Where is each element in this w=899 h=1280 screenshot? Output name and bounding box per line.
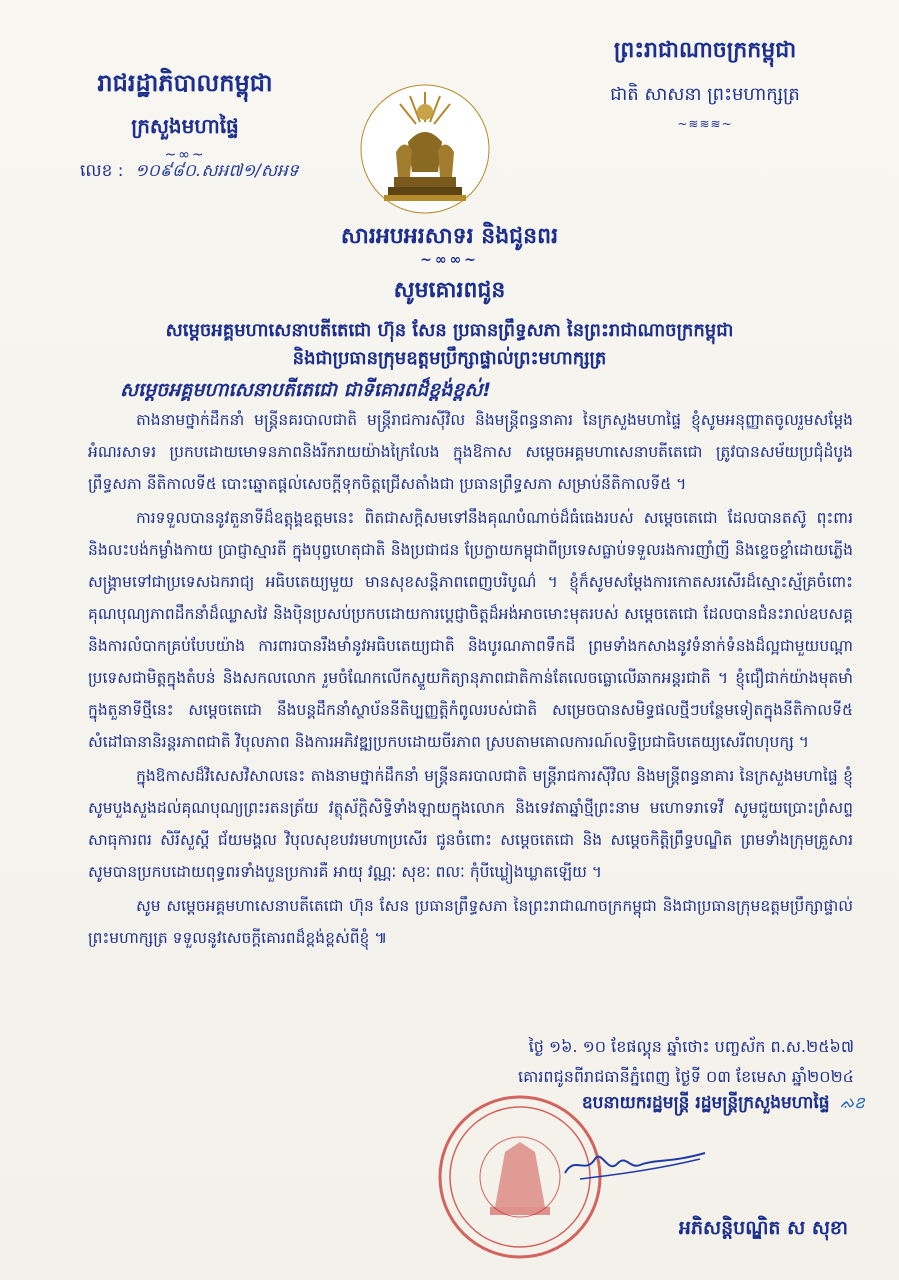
kingdom-header xyxy=(575,36,835,131)
signer-title xyxy=(424,1092,864,1117)
body-paragraph: ក្នុងឱកាសដ៏វិសេសវិសាលនេះ តាងនាមថ្នាក់ដឹកនាំ មន្រ្តីនគរបាលជាតិ មន្រ្តីរាជការស៊ីវិល និងមន្រ្តីពន្ធនាគារ នៃក្រសួងមហាផ្ទៃ ខ្ញុំសូមបួងសួងដល់គុណបុណ្យព្រះរតនត្រ័យ វត្ថុស័ក្តិសិទ្ធិទាំងឡាយក្នុងលោក និងទេវតាឆ្នាំថ្មីព្រះនាម មហោទរាទេវី សូមជួយប្រោះព្រំសព្ទសាធុការពរ សិរីសួស្តី ជ័យមង្គល វិបុលសុខបវរមហាប្រសើរ ជូនចំពោះ សម្តេចតេជោ និង សម្តេចកិត្តិព្រឹទ្ធបណ្ឌិត ព្រមទាំងក្រុមគ្រួសារ សូមបានប្រកបដោយពុទ្ធពរទាំងបួនប្រការគឺ អាយុ វណ្ណៈ សុខៈ ពលៈ កុំបីឃ្លៀងឃ្លាតឡើយ ។ xyxy=(88,767,853,881)
national-motto: ជាតិ សាសនា ព្រះមហាក្សត្រ xyxy=(610,84,800,105)
reference-prefix: លេខ : xyxy=(80,161,124,181)
government-name: រាជរដ្ឋាភិបាលកម្ពុជា xyxy=(97,69,273,97)
body-paragraph: ការទទួលបាននូវតួនាទីដ៏ឧត្តុង្គឧត្តមនេះ ពិតជាសក្តិសមទៅនឹងគុណបំណាច់ដ៏ធំធេងរបស់ សម្តេចតេជោ ដែលបានតស៊ូ ពុះពារ និងលះបង់កម្លាំងកាយ ប្រាជ្ញាស្មារតី ក្នុងបុព្វហេតុជាតិ និងប្រជាជន ប្រែក្លាយកម្ពុជាពីប្រទេសធ្លាប់ទទួលរងការញាំញី និងខ្ទេចខ្ទាំដោយភ្លើងសង្រ្គាមទៅជាប្រទេសឯករាជ្យ អធិបតេយ្យមួយ មានសុខសន្តិភាពពេញបរិបូណ៌ ។ ខ្ញុំក៏សូមសម្តែងការកោតសរសើរដ៏ស្មោះស្ម័គ្រចំពោះគុណបុណ្យភាពដឹកនាំដ៏ឈ្លាសវៃ និងប៉ិនប្រសប់ប្រកបដោយការប្តេជ្ញាចិត្តដ៏អង់អាចមោះមុតរបស់ សម្តេចតេជោ ដែលបានជំនះរាល់ឧបសគ្គ និងការលំបាកគ្រប់បែបយ៉ាង ការពារបានរឹងមាំនូវអធិបតេយ្យជាតិ និងបូរណភាពទឹកដី ព្រមទាំងកសាងនូវទំនាក់ទំនងដ៏ល្អជាមួយបណ្តាប្រទេសជាមិត្តក្នុងតំបន់ និងសកលលោក រួមចំណែកលើកស្ទួយកិត្យានុភាពជាតិកាន់តែលេចធ្លោលើឆាកអន្តរជាតិ ។ ខ្ញុំជឿជាក់យ៉ាងមុតមាំ ក្នុងតួនាទីថ្មីនេះ សម្តេចតេជោ នឹងបន្តដឹកនាំស្ថាប័ននីតិប្បញ្ញត្តិកំពូលរបស់ជាតិ សម្រេចបានសមិទ្ធផលថ្មីៗបន្ថែមទៀតក្នុងនីតិកាលទី៥ សំដៅធានានិរន្តរភាពជាតិ វិបុលភាព និងការអភិវឌ្ឍប្រកបដោយចីរភាព ស្របតាមគោលការណ៍លទ្ធិប្រជាធិបតេយ្យសេរីពហុបក្ស ។ xyxy=(88,509,853,751)
lunar-date: ថ្ងៃ ១៦. ១០ ខែផល្គុន ឆ្នាំថោះ បញ្ចស័ក ព.ស.២៥៦៧ xyxy=(528,1037,854,1056)
kingdom-name: ព្រះរាជាណាចក្រកម្ពុជា xyxy=(613,38,797,63)
letter-body xyxy=(88,404,853,956)
handwritten-initials: ᨁ౭ xyxy=(839,1093,864,1112)
motto-ornament: ~≋≋≋~ xyxy=(677,117,733,131)
letter-title: សារអបអរសាទរ និងជូនពរ xyxy=(340,224,559,249)
reference-value: ១០៩៨០.សអ៧១/សអទ xyxy=(134,161,299,181)
ministry-header xyxy=(70,68,300,163)
body-paragraph: សូម សម្តេចអគ្គមហាសេនាបតីតេជោ ហ៊ុន សែន ប្រធានព្រឹទ្ធសភា នៃព្រះរាជាណាចក្រកម្ពុជា និងជាប្រធានក្រុមឧត្តមប្រឹក្សាផ្ទាល់ព្រះមហាក្សត្រ ទទួលនូវសេចក្តីគោរពដ៏ខ្ពង់ខ្ពស់ពីខ្ញុំ ៕ xyxy=(88,897,853,947)
date-block xyxy=(424,1032,854,1092)
signer-title-text: ឧបនាយករដ្ឋមន្រ្តី រដ្ឋមន្រ្តីក្រសួងមហាផ្ទៃ xyxy=(581,1093,830,1113)
solar-date: គោរពជូនពីរាជធានីភ្នំពេញ ថ្ងៃទី ០៣ ខែមេសា ឆ្នាំ២០២៤ xyxy=(518,1067,854,1086)
body-paragraph: តាងនាមថ្នាក់ដឹកនាំ មន្រ្តីនគរបាលជាតិ មន្រ្តីរាជការស៊ីវិល និងមន្រ្តីពន្ធនាគារ នៃក្រសួងមហាផ្ទៃ ខ្ញុំសូមអនុញ្ញាតចូលរួមសម្តែងអំណរសាទរ ប្រកបដោយមោទនភាពនិងរីករាយយ៉ាងក្រៃលែង ក្នុងឱកាស សម្តេចអគ្គមហាសេនាបតីតេជោ ត្រូវបានសម័យប្រជុំដំបូងព្រឹទ្ធសភា នីតិកាលទី៥ បោះឆ្នោតផ្តល់សេចក្តីទុកចិត្តជ្រើសតាំងជា ប្រធានព្រឹទ្ធសភា សម្រាប់នីតិកាលទី៥ ។ xyxy=(88,411,853,493)
recipient-line-2: និងជាប្រធានក្រុមឧត្តមប្រឹក្សាផ្ទាល់ព្រះមហាក្សត្រ xyxy=(292,348,607,369)
title-ornament: ~∞∞~ xyxy=(420,252,479,268)
ministry-emblem-icon xyxy=(358,82,492,216)
signature-icon xyxy=(560,1145,710,1185)
ministry-name: ក្រសួងមហាផ្ទៃ xyxy=(131,114,239,138)
salutation: សម្តេចអគ្គមហាសេនាបតីតេជោ ជាទីគោរពដ៏ខ្ពង់ខ្ពស់! xyxy=(120,379,492,401)
signer-name: អភិសន្តិបណ្ឌិត ស សុខា xyxy=(678,1217,848,1239)
recipient-line-1: សម្តេចអគ្គមហាសេនាបតីតេជោ ហ៊ុន សែន ប្រធានព្រឹទ្ធសភា នៃព្រះរាជាណាចក្រកម្ពុជា xyxy=(165,320,734,341)
respectfully-to: សូមគោរពជូន xyxy=(393,278,506,303)
reference-number xyxy=(80,160,299,185)
header-ornament: ~∞~ xyxy=(164,147,206,163)
